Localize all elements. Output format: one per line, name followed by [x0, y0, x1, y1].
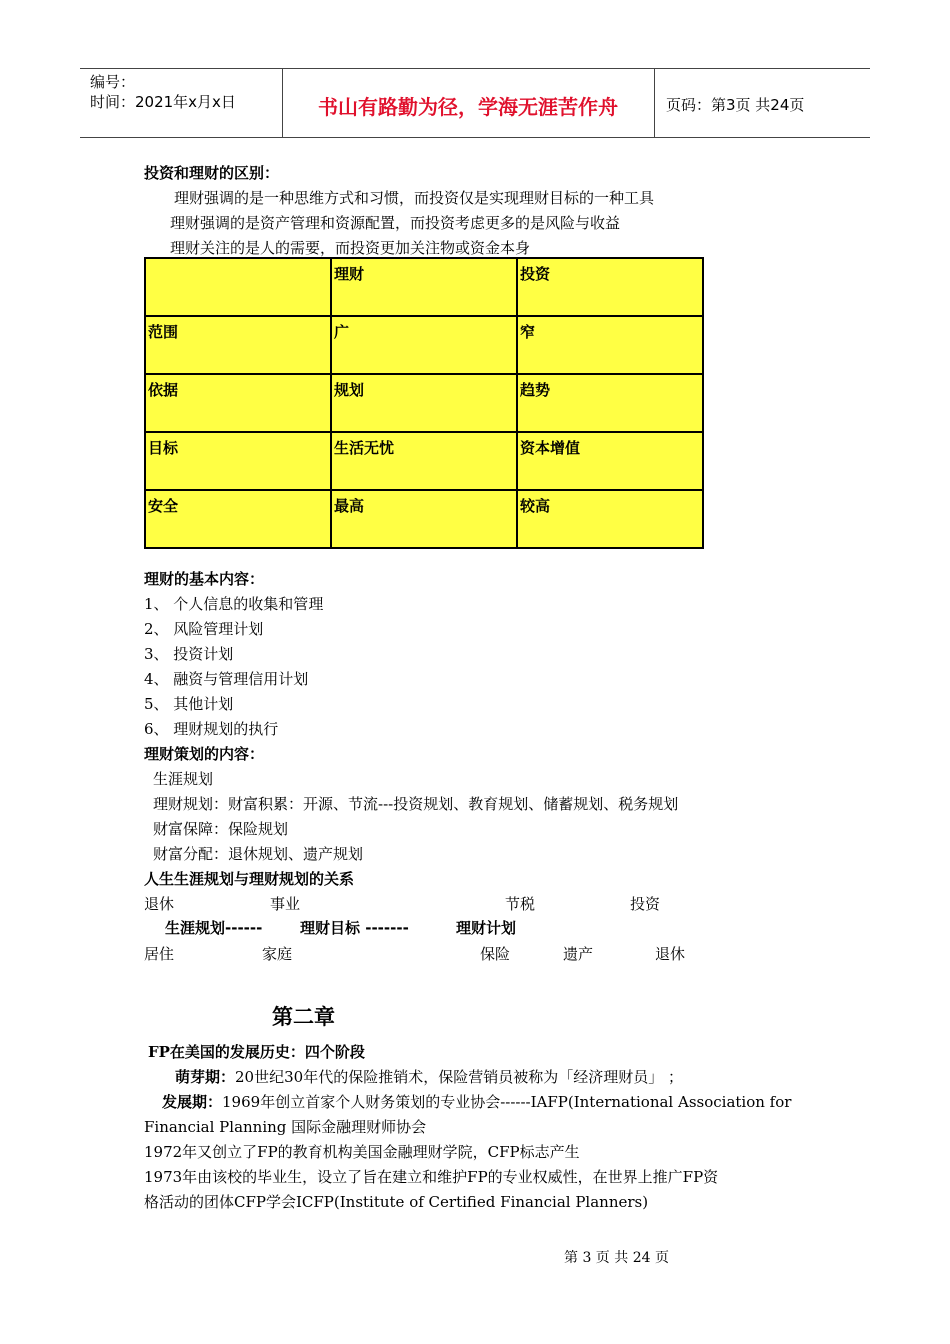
paragraph-line: 理财强调的是一种思维方式和习惯，而投资仅是实现理财目标的一种工具 [174, 189, 655, 207]
table-cell: 规划 [331, 374, 517, 432]
section-title-basic-content: 理财的基本内容： [144, 570, 265, 588]
list-item: 4、 融资与管理信用计划 [144, 670, 309, 688]
diagram-word: 遗产 [563, 945, 594, 963]
table-cell: 依据 [145, 374, 331, 432]
chapter-subtitle: FP在美国的发展历史：四个阶段 [148, 1043, 365, 1061]
header-divider [654, 69, 655, 137]
diagram-word: 退休 [655, 945, 686, 963]
header-meta [90, 72, 236, 112]
header-number: 编号： [90, 73, 136, 91]
list-item: 1、 个人信息的收集和管理 [144, 595, 324, 613]
table-cell: 最高 [331, 490, 517, 548]
diagram-word: 居住 [144, 945, 175, 963]
paragraph-line: 财富分配：退休规划、遗产规划 [153, 845, 364, 863]
diagram-word: 事业 [270, 895, 301, 913]
page-header [80, 68, 870, 138]
table-cell: 广 [331, 316, 517, 374]
table-cell: 目标 [145, 432, 331, 490]
paragraph-line: 财富保障：保险规划 [153, 820, 289, 838]
phase-label: 发展期： [162, 1093, 223, 1111]
table-cell: 趋势 [517, 374, 703, 432]
paragraph-line: Financial Planning 国际金融理财师协会 [144, 1118, 427, 1136]
table-row [145, 490, 703, 548]
section-title-difference: 投资和理财的区别： [144, 164, 280, 182]
diagram-word: 退休 [144, 895, 175, 913]
paragraph-line [175, 1066, 683, 1087]
table-cell: 资本增值 [517, 432, 703, 490]
table-cell: 投资 [517, 258, 703, 316]
section-title-relationship: 人生生涯规划与理财规划的关系 [144, 870, 355, 888]
diagram-node: 理财目标 ------- [300, 919, 409, 937]
list-item: 3、 投资计划 [144, 645, 234, 663]
diagram-word: 家庭 [262, 945, 293, 963]
table-cell: 较高 [517, 490, 703, 548]
table-cell [145, 258, 331, 316]
list-item: 5、 其他计划 [144, 695, 234, 713]
paragraph-line: 理财关注的是人的需要，而投资更加关注物或资金本身 [170, 239, 531, 257]
diagram-word: 保险 [480, 945, 511, 963]
table-row [145, 374, 703, 432]
diagram-node: 理财计划 [456, 919, 517, 937]
section-title-planning-content: 理财策划的内容： [144, 745, 265, 763]
paragraph-line: 生涯规划 [153, 770, 214, 788]
header-motto: 书山有路勤为径，学海无涯苦作舟 [318, 95, 618, 119]
paragraph-line: 理财强调的是资产管理和资源配置，而投资考虑更多的是风险与收益 [170, 214, 621, 232]
page-footer: 第 3 页 共 24 页 [564, 1250, 669, 1266]
diagram-word: 投资 [630, 895, 661, 913]
comparison-table [144, 257, 704, 549]
table-row [145, 316, 703, 374]
header-time: 时间：2021年x月x日 [90, 93, 236, 111]
paragraph-line: 格活动的团体CFP学会ICFP(Institute of Certified Financial Planners) [144, 1193, 649, 1211]
phase-label: 萌芽期： [175, 1068, 236, 1086]
table-cell: 安全 [145, 490, 331, 548]
table-cell: 理财 [331, 258, 517, 316]
table-header-row [145, 258, 703, 316]
paragraph-line [162, 1091, 791, 1112]
paragraph-line: 1973年由该校的毕业生，设立了旨在建立和维护FP的专业权威性，在世界上推广FP资 [144, 1168, 719, 1186]
header-page: 页码：第3页 共24页 [666, 96, 805, 114]
phase-text: 20世纪30年代的保险推销术，保险营销员被称为「经济理财员」 ； [235, 1068, 683, 1086]
list-item: 2、 风险管理计划 [144, 620, 264, 638]
table-cell: 窄 [517, 316, 703, 374]
paragraph-line: 理财规划：财富积累：开源、节流---投资规划、教育规划、储蓄规划、税务规划 [153, 795, 679, 813]
table-row [145, 432, 703, 490]
list-item: 6、 理财规划的执行 [144, 720, 279, 738]
table-cell: 生活无忧 [331, 432, 517, 490]
table-cell: 范围 [145, 316, 331, 374]
diagram-node: 生涯规划------ [165, 919, 263, 937]
chapter-title: 第二章 [272, 1004, 335, 1029]
phase-text: 1969年创立首家个人财务策划的专业协会------IAFP(International Association for [222, 1093, 792, 1111]
diagram-word: 节税 [505, 895, 536, 913]
paragraph-line: 1972年又创立了FP的教育机构美国金融理财学院，CFP标志产生 [144, 1143, 580, 1161]
